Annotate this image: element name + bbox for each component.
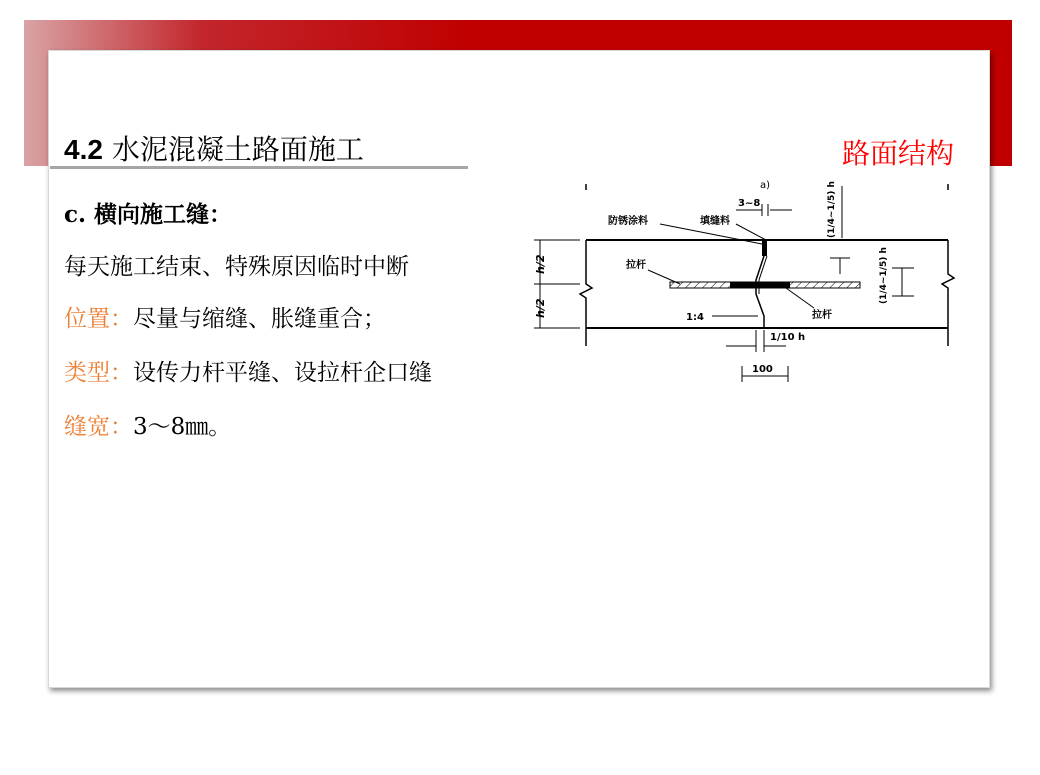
slab-right-break	[942, 240, 954, 346]
type-label: 类型：	[64, 360, 133, 386]
joint-description: 每天施工结束、特殊原因临时中断	[64, 254, 409, 280]
label-tie-bar-left: 拉杆	[626, 260, 646, 271]
position-text: 尽量与缩缝、胀缝重合；	[133, 306, 386, 332]
label-coating: 防锈涂料	[608, 216, 648, 227]
section-tag: 路面结构	[841, 137, 954, 170]
label-depth-side: (1/4~1/5) h	[879, 247, 889, 304]
type-line	[64, 354, 432, 387]
label-half-h-top: h/2	[534, 254, 547, 274]
label-depth-top: (1/4~1/5) h	[827, 181, 837, 238]
tie-left-leader	[648, 270, 680, 284]
label-a: a)	[760, 180, 771, 191]
tie-right-leader	[786, 288, 814, 308]
title-text: 水泥混凝土路面施工	[102, 133, 364, 166]
filler-leader	[736, 224, 766, 240]
label-slope: 1:4	[686, 312, 704, 323]
joint-heading: c. 横向施工缝：	[64, 201, 233, 228]
label-half-h-bottom: h/2	[534, 298, 547, 318]
filler-block	[762, 240, 767, 256]
position-line	[64, 300, 386, 333]
label-tie-bar-right: 拉杆	[812, 310, 832, 321]
coated-section	[730, 282, 790, 288]
label-dim-100: 100	[752, 364, 773, 375]
position-label: 位置：	[64, 306, 133, 332]
slab-left-break	[580, 240, 592, 346]
title-number: 4.2	[64, 134, 103, 165]
title-underline	[50, 166, 468, 169]
type-text: 设传力杆平缝、设拉杆企口缝	[133, 360, 432, 386]
label-gap: 3~8	[738, 198, 761, 209]
label-tongue: 1/10 h	[770, 332, 806, 343]
label-filler: 填缝料	[700, 216, 730, 227]
width-line	[64, 408, 231, 441]
joint-diagram	[530, 180, 960, 390]
width-label: 缝宽：	[64, 414, 133, 440]
width-text: 3～8㎜。	[133, 414, 232, 440]
page-title	[64, 128, 364, 168]
